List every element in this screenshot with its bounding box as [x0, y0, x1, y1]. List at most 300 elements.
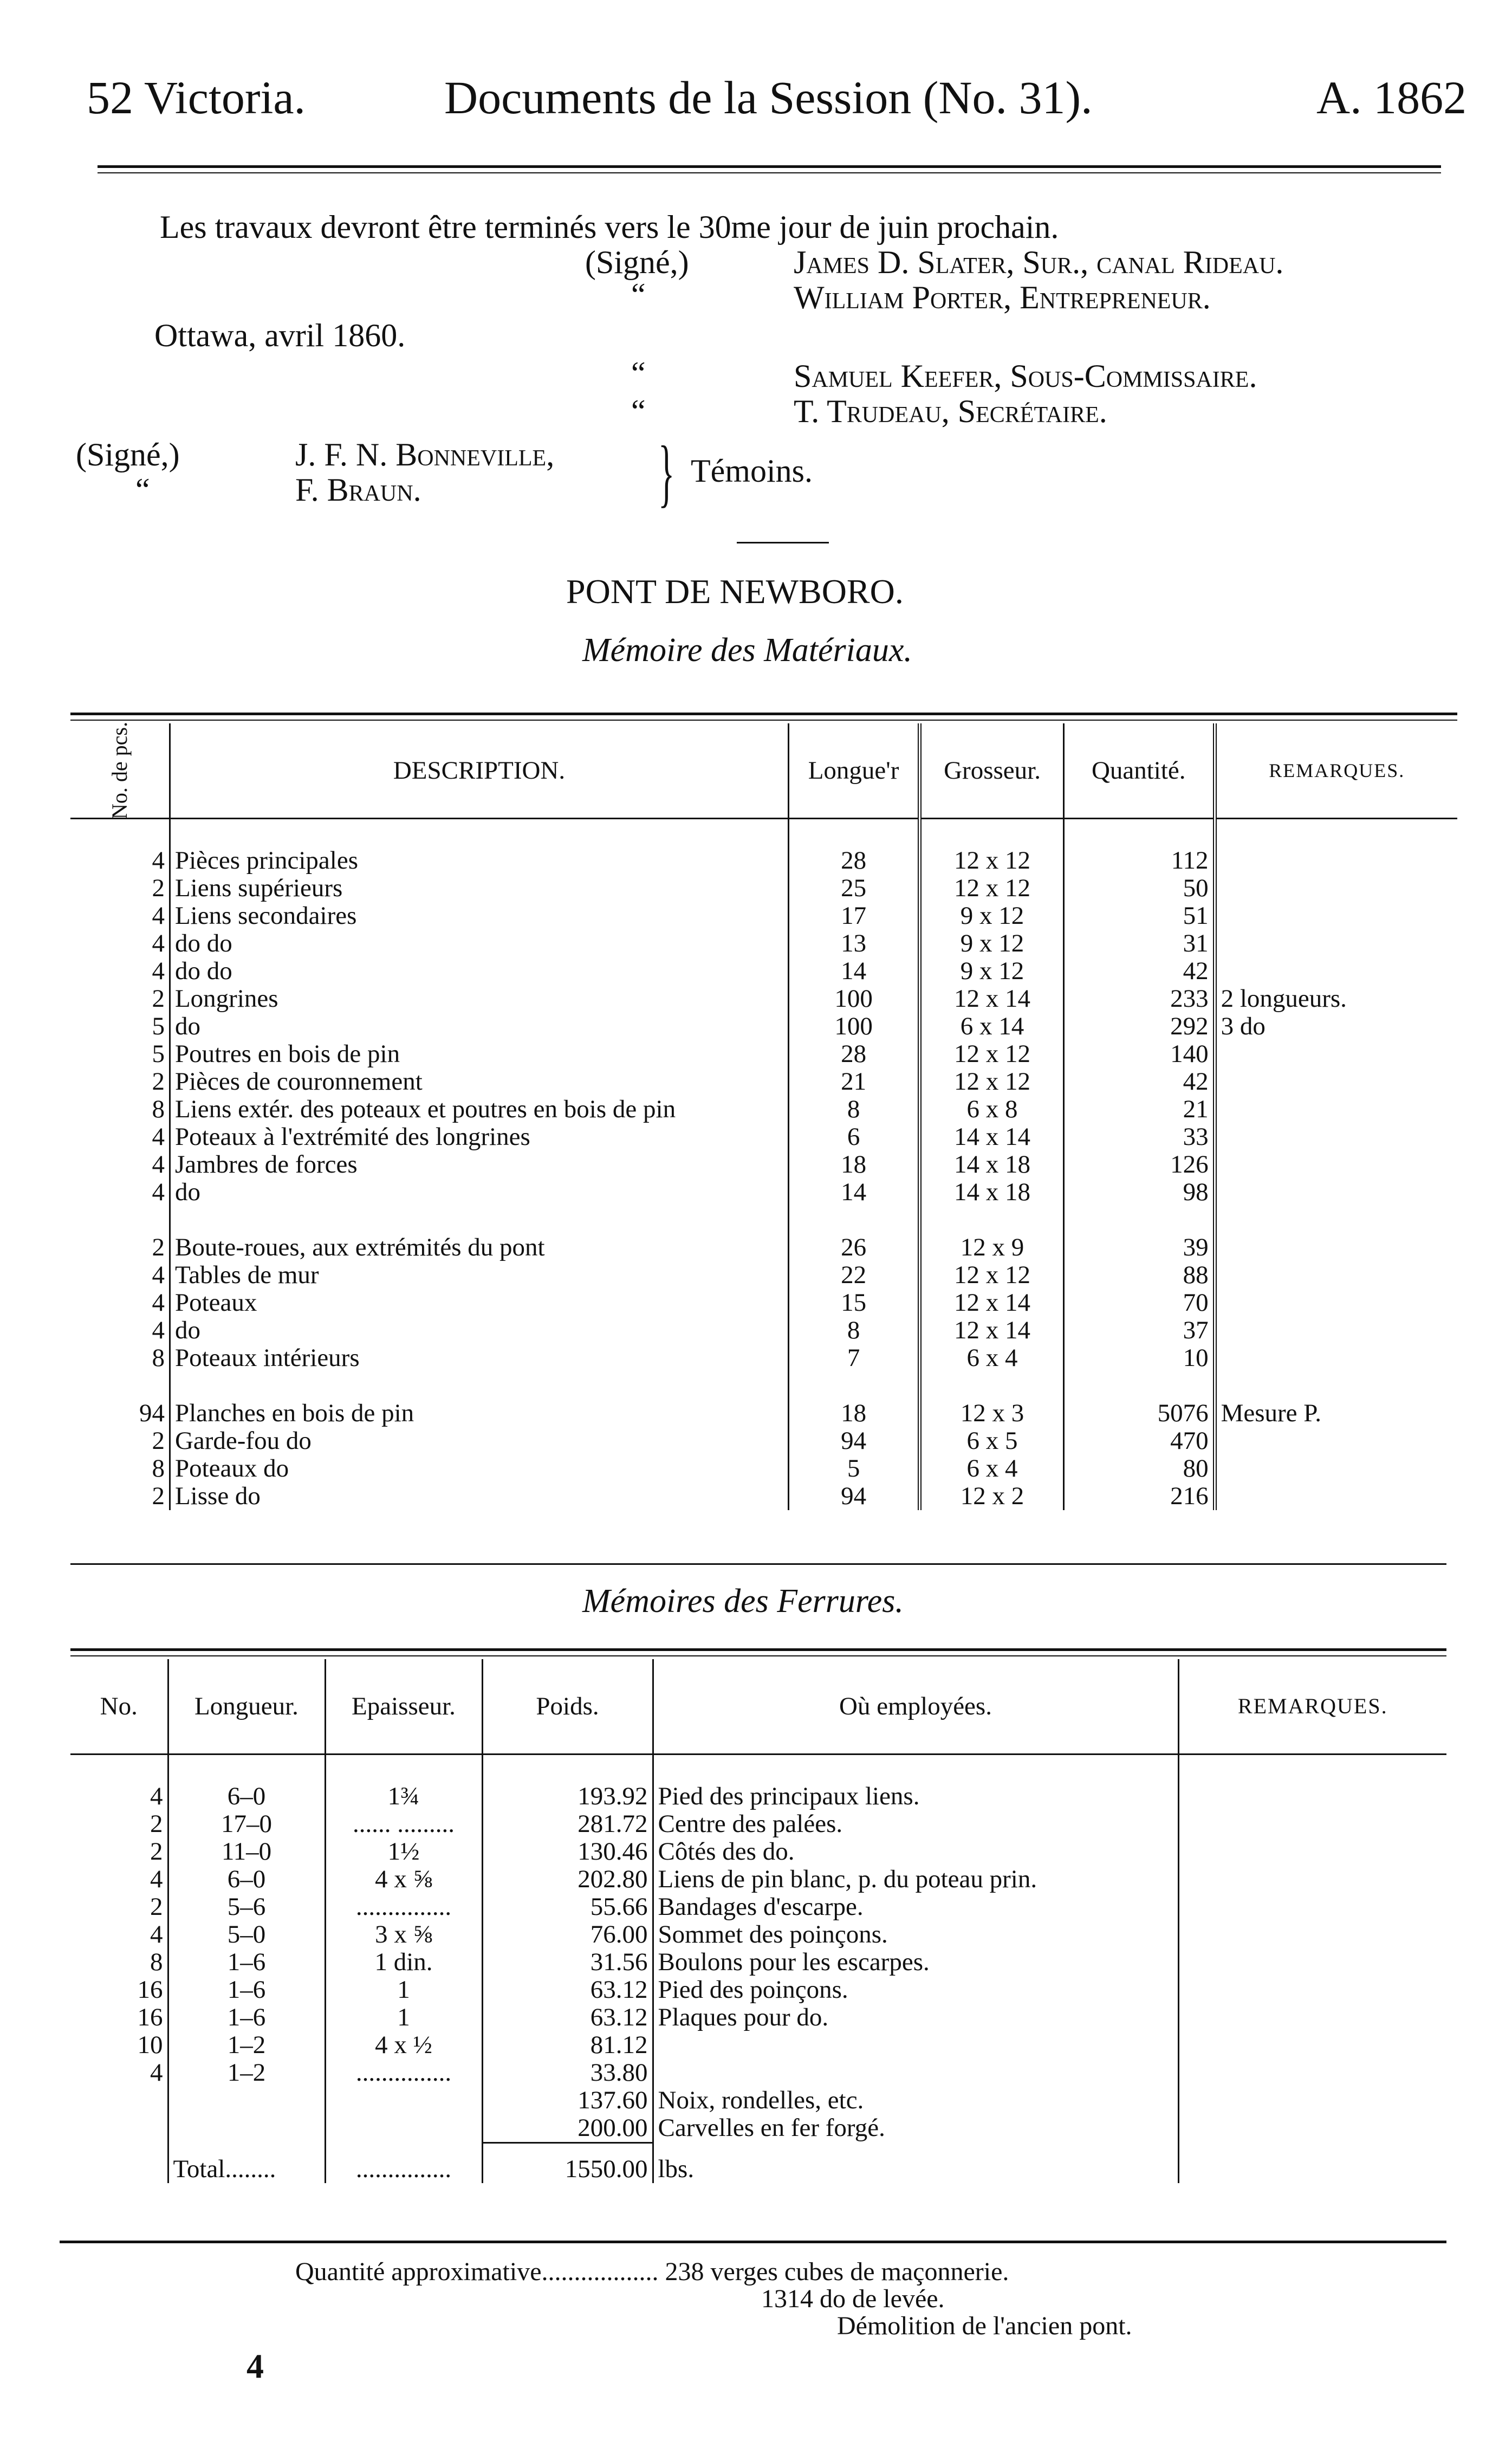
cell-grosseur: 12 x 14: [920, 985, 1064, 1013]
cell-remarques: [1215, 930, 1457, 957]
cell-grosseur: 12 x 12: [920, 1040, 1064, 1068]
cell-quantite: 37: [1063, 1317, 1215, 1344]
cell-quantite: 50: [1063, 875, 1215, 902]
total-label: Total........: [168, 2142, 325, 2183]
cell-grosseur: 12 x 14: [920, 1289, 1064, 1317]
table-row: [70, 1948, 1446, 1976]
cell-grosseur: 14 x 14: [920, 1123, 1064, 1151]
cell-remarques: [1215, 875, 1457, 902]
table-row: [70, 1234, 1457, 1261]
signature-trudeau: T. Trudeau, Secrétaire.: [794, 393, 1107, 429]
cell-no: 4: [152, 1177, 165, 1206]
cell-epaisseur: 4 x ⅝: [325, 1866, 482, 1893]
table-row: [70, 1013, 1457, 1040]
header-rule: [98, 165, 1441, 168]
table-row: [70, 1893, 1446, 1921]
cell-description: Poteaux à l'extrémité des longrines: [170, 1123, 788, 1151]
cell-description: do: [170, 1317, 788, 1344]
footer-line-3: Démolition de l'ancien pont.: [837, 2312, 1132, 2340]
cell-quantite: 70: [1063, 1289, 1215, 1317]
cell-grosseur: 12 x 3: [920, 1400, 1064, 1427]
cell-ou: Liens de pin blanc, p. du poteau prin.: [653, 1866, 1178, 1893]
cell-remarques: [1178, 1948, 1446, 1976]
cell-no: 4: [152, 1122, 165, 1151]
cell-grosseur: 6 x 8: [920, 1096, 1064, 1123]
cell-no: 94: [139, 1399, 165, 1427]
cell-remarques: [1178, 2059, 1446, 2087]
table-row: [70, 1427, 1457, 1455]
cell-epaisseur: 1¾: [325, 1783, 482, 1810]
cell-longueur: 28: [788, 1040, 919, 1068]
cell-epaisseur: 1½: [325, 1838, 482, 1866]
cell-ou: Sommet des poinçons.: [653, 1921, 1178, 1948]
table-top-rule-thin: [70, 720, 1457, 721]
cell-remarques: 2 longueurs.: [1215, 985, 1457, 1013]
cell-longueur: 26: [788, 1234, 919, 1261]
cell-grosseur: 12 x 9: [920, 1234, 1064, 1261]
cell-remarques: [1215, 1455, 1457, 1483]
cell-no: 2: [152, 984, 165, 1013]
cell-remarques: 3 do: [1215, 1013, 1457, 1040]
cell-remarques: [1215, 1123, 1457, 1151]
cell-no: 8: [152, 1343, 165, 1372]
cell-longueur: 14: [788, 957, 919, 985]
col-quantite: Quantité.: [1063, 723, 1215, 818]
cell-remarques: [1178, 2031, 1446, 2059]
cell-quantite: 42: [1063, 957, 1215, 985]
cell-longueur: 25: [788, 875, 919, 902]
cell-epaisseur: ...............: [325, 2059, 482, 2087]
cell-grosseur: 6 x 4: [920, 1455, 1064, 1483]
cell-no: 4: [150, 2058, 163, 2087]
materials-table: [70, 723, 1457, 1510]
cell-longueur: 6–0: [168, 1866, 325, 1893]
cell-longueur: 94: [788, 1427, 919, 1455]
cell-quantite: 126: [1063, 1151, 1215, 1179]
cell-longueur: 6–0: [168, 1783, 325, 1810]
cell-remarques: [1215, 1068, 1457, 1096]
cell-epaisseur: ...............: [325, 1893, 482, 1921]
cell-no: 8: [150, 1947, 163, 1976]
cell-remarques: [1178, 2087, 1446, 2114]
cell-longueur: 15: [788, 1289, 919, 1317]
cell-ou: Pied des poinçons.: [653, 1976, 1178, 2004]
cell-remarques: [1178, 1783, 1446, 1810]
cell-description: do: [170, 1179, 788, 1206]
cell-ou: Boulons pour les escarpes.: [653, 1948, 1178, 1976]
table-row: [70, 1921, 1446, 1948]
cell-ou: Bandages d'escarpe.: [653, 1893, 1178, 1921]
cell-no: 4: [150, 1782, 163, 1810]
cell-no: 8: [152, 1454, 165, 1483]
cell-remarques: [1178, 1921, 1446, 1948]
table-row: [70, 1344, 1457, 1372]
cell-description: do do: [170, 957, 788, 985]
cell-epaisseur: 1 din.: [325, 1948, 482, 1976]
cell-grosseur: 12 x 12: [920, 847, 1064, 875]
col-no-label: No. de pcs.: [107, 721, 132, 819]
cell-quantite: 98: [1063, 1179, 1215, 1206]
cell-description: Pièces principales: [170, 847, 788, 875]
cell-ou: Centre des palées.: [653, 1810, 1178, 1838]
cell-no: 2: [152, 1067, 165, 1096]
ferrures-table: [70, 1659, 1446, 2183]
cell-remarques: [1178, 2114, 1446, 2143]
cell-poids: 55.66: [482, 1893, 653, 1921]
cell-remarques: [1215, 1317, 1457, 1344]
cell-no: 4: [152, 1316, 165, 1344]
cell-epaisseur: 3 x ⅝: [325, 1921, 482, 1948]
cell-no: 4: [152, 846, 165, 875]
table-row: [70, 2059, 1446, 2087]
cell-no: 5: [152, 1012, 165, 1040]
table-row: [70, 1866, 1446, 1893]
cell-quantite: 292: [1063, 1013, 1215, 1040]
cell-quantite: 216: [1063, 1483, 1215, 1510]
cell-no: 2: [150, 1809, 163, 1838]
cell-remarques: [1215, 1179, 1457, 1206]
cell-poids: 130.46: [482, 1838, 653, 1866]
cell-remarques: [1178, 2004, 1446, 2031]
brace: }: [658, 431, 675, 515]
witnesses-label: Témoins.: [691, 453, 813, 489]
group-gap: [70, 1372, 1457, 1400]
ditto-mark: “: [631, 355, 646, 391]
ferrures-bottom-rule: [60, 2241, 1446, 2243]
cell-remarques: [1215, 1040, 1457, 1068]
cell-remarques: [1215, 1096, 1457, 1123]
table-gap: [70, 1754, 1446, 1783]
materials-subtitle: Mémoire des Matériaux.: [582, 632, 912, 669]
cell-description: Lisse do: [170, 1483, 788, 1510]
fer-col-longueur: Longueur.: [168, 1659, 325, 1754]
cell-quantite: 39: [1063, 1234, 1215, 1261]
signature-keefer: Samuel Keefer, Sous-Commissaire.: [794, 358, 1257, 394]
table-row: [70, 1179, 1457, 1206]
ditto-mark: “: [631, 393, 646, 429]
cell-description: Garde-fou do: [170, 1427, 788, 1455]
cell-quantite: 33: [1063, 1123, 1215, 1151]
total-unit: lbs.: [653, 2142, 1178, 2183]
cell-poids: 81.12: [482, 2031, 653, 2059]
cell-description: Jambres de forces: [170, 1151, 788, 1179]
cell-no: 16: [137, 1975, 163, 2004]
table-row: [70, 1483, 1457, 1510]
table-row: [70, 1123, 1457, 1151]
table-row: [70, 930, 1457, 957]
cell-grosseur: 12 x 12: [920, 875, 1064, 902]
cell-no: 2: [152, 1233, 165, 1261]
cell-longueur: 8: [788, 1317, 919, 1344]
cell-description: Longrines: [170, 985, 788, 1013]
col-no: [70, 723, 170, 818]
cell-remarques: [1178, 1893, 1446, 1921]
cell-remarques: Mesure P.: [1215, 1400, 1457, 1427]
cell-ou: Noix, rondelles, etc.: [653, 2087, 1178, 2114]
ditto-mark: “: [631, 277, 646, 313]
cell-remarques: [1178, 1976, 1446, 2004]
cell-longueur: 18: [788, 1400, 919, 1427]
cell-longueur: 1–6: [168, 2004, 325, 2031]
cell-longueur: 13: [788, 930, 919, 957]
table-row: [70, 2114, 1446, 2143]
cell-grosseur: 12 x 2: [920, 1483, 1064, 1510]
cell-description: Tables de mur: [170, 1261, 788, 1289]
cell-epaisseur: 4 x ½: [325, 2031, 482, 2059]
header-left: 52 Victoria.: [87, 72, 306, 124]
cell-no: 4: [152, 1150, 165, 1179]
cell-no: 4: [152, 956, 165, 985]
cell-poids: 63.12: [482, 1976, 653, 2004]
table-row: [70, 1068, 1457, 1096]
cell-poids: 281.72: [482, 1810, 653, 1838]
cell-no: 2: [150, 1837, 163, 1866]
table-row: [70, 2004, 1446, 2031]
cell-quantite: 470: [1063, 1427, 1215, 1455]
table-row: [70, 1400, 1457, 1427]
cell-longueur: 6: [788, 1123, 919, 1151]
signe-1: (Signé,): [585, 244, 689, 280]
witness-bonneville: J. F. N. Bonneville,: [295, 437, 555, 472]
table-bottom-rule: [70, 1563, 1446, 1565]
cell-grosseur: 12 x 12: [920, 1261, 1064, 1289]
cell-quantite: 5076: [1063, 1400, 1215, 1427]
cell-no: 2: [150, 1892, 163, 1921]
cell-poids: 76.00: [482, 1921, 653, 1948]
table-row: [70, 1289, 1457, 1317]
cell-longueur: 94: [788, 1483, 919, 1510]
table-row: [70, 1976, 1446, 2004]
table-row: [70, 1838, 1446, 1866]
cell-epaisseur: [325, 2114, 482, 2143]
cell-description: Liens supérieurs: [170, 875, 788, 902]
intro-line: Les travaux devront être terminés vers le 30me jour de juin prochain.: [160, 209, 1059, 245]
section-title: PONT DE NEWBORO.: [566, 572, 904, 611]
cell-no: 4: [152, 929, 165, 957]
cell-poids: 31.56: [482, 1948, 653, 1976]
cell-description: do do: [170, 930, 788, 957]
cell-no: 4: [152, 1288, 165, 1317]
cell-remarques: [1178, 1866, 1446, 1893]
cell-quantite: 233: [1063, 985, 1215, 1013]
cell-remarques: [1215, 1427, 1457, 1455]
cell-description: Poteaux intérieurs: [170, 1344, 788, 1372]
cell-longueur: 17: [788, 902, 919, 930]
cell-no: 10: [137, 2030, 163, 2059]
cell-ou: Pied des principaux liens.: [653, 1783, 1178, 1810]
table-row: [70, 902, 1457, 930]
cell-longueur: [168, 2114, 325, 2143]
table-row: [70, 2031, 1446, 2059]
cell-no: 16: [137, 2003, 163, 2031]
table-row: [70, 1040, 1457, 1068]
ferrures-top-rule-thin: [70, 1655, 1446, 1656]
cell-no: 8: [152, 1095, 165, 1123]
fer-col-epaisseur: Epaisseur.: [325, 1659, 482, 1754]
cell-grosseur: 12 x 12: [920, 1068, 1064, 1096]
witness-braun: F. Braun.: [295, 472, 421, 508]
cell-quantite: 31: [1063, 930, 1215, 957]
table-row: [70, 1151, 1457, 1179]
cell-epaisseur: 1: [325, 1976, 482, 2004]
table-row: [70, 957, 1457, 985]
cell-description: Poutres en bois de pin: [170, 1040, 788, 1068]
table-row: [70, 1317, 1457, 1344]
cell-longueur: 5–0: [168, 1921, 325, 1948]
ferrures-top-rule: [70, 1648, 1446, 1651]
table-row: [70, 875, 1457, 902]
cell-longueur: 21: [788, 1068, 919, 1096]
cell-longueur: 100: [788, 985, 919, 1013]
cell-grosseur: 14 x 18: [920, 1179, 1064, 1206]
cell-ou: Côtés des do.: [653, 1838, 1178, 1866]
cell-no: 4: [150, 1920, 163, 1948]
page-number: 4: [246, 2347, 264, 2385]
cell-no: [70, 2114, 168, 2143]
cell-no: 2: [152, 873, 165, 902]
cell-longueur: 17–0: [168, 1810, 325, 1838]
cell-longueur: 7: [788, 1344, 919, 1372]
cell-grosseur: 9 x 12: [920, 902, 1064, 930]
cell-no: 2: [152, 1481, 165, 1510]
cell-description: Boute-roues, aux extrémités du pont: [170, 1234, 788, 1261]
cell-longueur: 14: [788, 1179, 919, 1206]
cell-quantite: 21: [1063, 1096, 1215, 1123]
table-row: [70, 1810, 1446, 1838]
title-rule: [737, 542, 829, 543]
cell-grosseur: 9 x 12: [920, 957, 1064, 985]
cell-longueur: 1–6: [168, 1976, 325, 2004]
cell-description: do: [170, 1013, 788, 1040]
cell-quantite: 10: [1063, 1344, 1215, 1372]
col-longueur: Longue'r: [788, 723, 919, 818]
cell-remarques: [1178, 1838, 1446, 1866]
cell-longueur: 100: [788, 1013, 919, 1040]
cell-quantite: 140: [1063, 1040, 1215, 1068]
cell-grosseur: 14 x 18: [920, 1151, 1064, 1179]
header-right: A. 1862: [1316, 72, 1467, 124]
cell-no: 5: [152, 1039, 165, 1068]
cell-poids: 137.60: [482, 2087, 653, 2114]
cell-longueur: 22: [788, 1261, 919, 1289]
table-row: [70, 2087, 1446, 2114]
cell-longueur: 28: [788, 847, 919, 875]
footer-line-2: 1314 do de levée.: [761, 2284, 945, 2313]
cell-grosseur: 6 x 14: [920, 1013, 1064, 1040]
table-row: [70, 847, 1457, 875]
col-remarques: REMARQUES.: [1215, 723, 1457, 818]
cell-quantite: 88: [1063, 1261, 1215, 1289]
cell-quantite: 112: [1063, 847, 1215, 875]
cell-epaisseur: [325, 2087, 482, 2114]
cell-poids: 200.00: [482, 2114, 653, 2143]
cell-ou: Carvelles en fer forgé.: [653, 2114, 1178, 2143]
cell-remarques: [1215, 1483, 1457, 1510]
cell-description: Liens extér. des poteaux et poutres en bois de pin: [170, 1096, 788, 1123]
cell-description: Poteaux do: [170, 1455, 788, 1483]
fer-col-poids: Poids.: [482, 1659, 653, 1754]
table-row: [70, 1455, 1457, 1483]
cell-quantite: 42: [1063, 1068, 1215, 1096]
cell-longueur: [168, 2087, 325, 2114]
footer-line-1: Quantité approximative.................. 238 verges cubes de maçonnerie.: [295, 2257, 1009, 2286]
cell-remarques: [1215, 1261, 1457, 1289]
total-epaisseur: ...............: [325, 2142, 482, 2183]
table-top-rule: [70, 713, 1457, 715]
cell-ou: [653, 2031, 1178, 2059]
cell-longueur: 8: [788, 1096, 919, 1123]
cell-remarques: [1215, 847, 1457, 875]
cell-remarques: [1178, 1810, 1446, 1838]
cell-remarques: [1215, 902, 1457, 930]
cell-description: Planches en bois de pin: [170, 1400, 788, 1427]
cell-poids: 33.80: [482, 2059, 653, 2087]
table-row: [70, 1096, 1457, 1123]
cell-remarques: [1215, 1289, 1457, 1317]
cell-epaisseur: ...... .........: [325, 1810, 482, 1838]
col-description: DESCRIPTION.: [170, 723, 788, 818]
group-gap: [70, 1206, 1457, 1234]
cell-grosseur: 9 x 12: [920, 930, 1064, 957]
cell-grosseur: 6 x 4: [920, 1344, 1064, 1372]
cell-quantite: 51: [1063, 902, 1215, 930]
cell-description: Pièces de couronnement: [170, 1068, 788, 1096]
cell-longueur: 1–6: [168, 1948, 325, 1976]
cell-longueur: 18: [788, 1151, 919, 1179]
cell-no: 4: [150, 1865, 163, 1893]
cell-grosseur: 6 x 5: [920, 1427, 1064, 1455]
cell-longueur: 1–2: [168, 2031, 325, 2059]
col-grosseur: Grosseur.: [920, 723, 1064, 818]
cell-remarques: [1215, 1151, 1457, 1179]
place-date: Ottawa, avril 1860.: [154, 318, 406, 353]
cell-ou: Plaques pour do.: [653, 2004, 1178, 2031]
cell-no: 4: [152, 1260, 165, 1289]
cell-remarques: [1215, 1344, 1457, 1372]
ditto-mark: “: [135, 472, 150, 508]
cell-epaisseur: 1: [325, 2004, 482, 2031]
group-gap: [70, 818, 1457, 847]
total-poids: 1550.00: [482, 2142, 653, 2183]
table-row: [70, 1261, 1457, 1289]
cell-longueur: 5: [788, 1455, 919, 1483]
cell-longueur: 5–6: [168, 1893, 325, 1921]
cell-quantite: 80: [1063, 1455, 1215, 1483]
cell-poids: 63.12: [482, 2004, 653, 2031]
table-row: [70, 985, 1457, 1013]
cell-longueur: 1–2: [168, 2059, 325, 2087]
signature-porter: William Porter, Entrepreneur.: [794, 280, 1211, 315]
cell-grosseur: 12 x 14: [920, 1317, 1064, 1344]
cell-no: [70, 2087, 168, 2114]
ferrures-subtitle: Mémoires des Ferrures.: [582, 1583, 904, 1620]
fer-col-ou: Où employées.: [653, 1659, 1178, 1754]
table-row: [70, 1783, 1446, 1810]
cell-ou: [653, 2059, 1178, 2087]
fer-col-no: No.: [100, 1692, 138, 1720]
cell-description: Liens secondaires: [170, 902, 788, 930]
cell-longueur: 11–0: [168, 1838, 325, 1866]
cell-no: 4: [152, 901, 165, 930]
header-center: Documents de la Session (No. 31).: [444, 72, 1093, 124]
fer-col-remarques: REMARQUES.: [1178, 1659, 1446, 1754]
header-rule-thin: [98, 172, 1441, 173]
total-row: [70, 2142, 1446, 2183]
cell-remarques: [1215, 1234, 1457, 1261]
signature-slater: James D. Slater, Sur., canal Rideau.: [794, 244, 1284, 280]
cell-remarques: [1215, 957, 1457, 985]
signe-2: (Signé,): [76, 437, 180, 472]
